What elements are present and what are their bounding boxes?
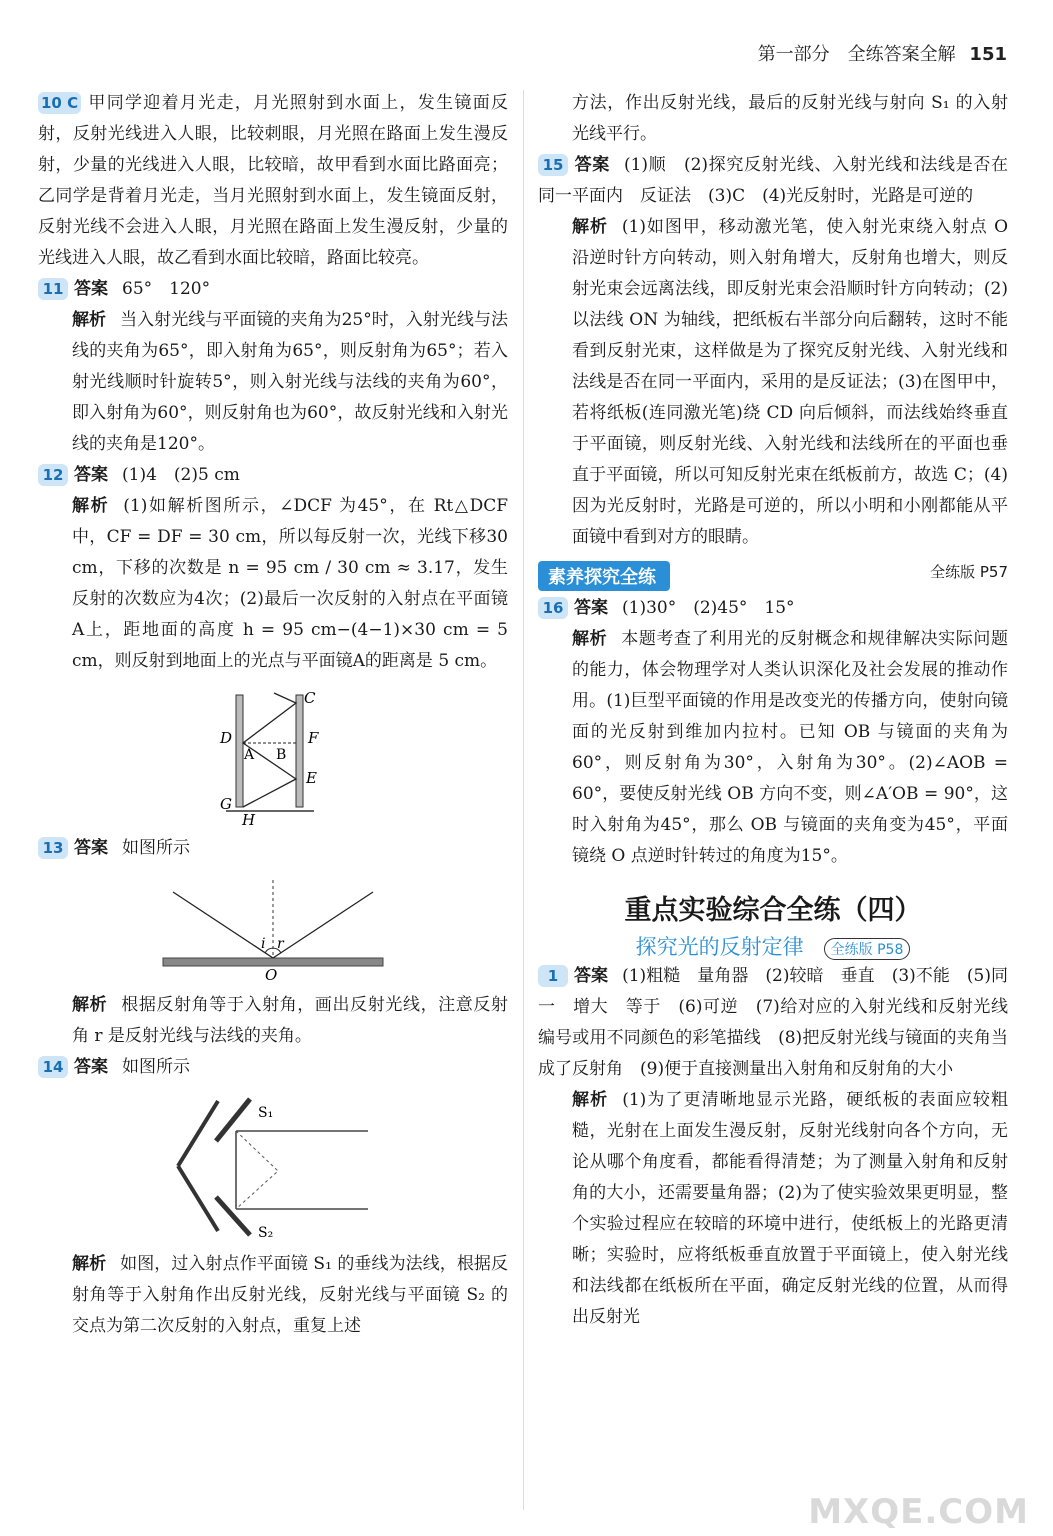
analysis-text: (1)为了更清晰地显示光路，硬纸板的表面应较粗糙，光射在上面发生漫反射，反射光线射向各个方向，无论从哪个角度看，都能看得清楚；为了测量入射角和反射角的大小，还需要量角器；(2)为了使实验效果更明显，整个实验过程应在较暗的环境中进行，使纸板上的光路更清晰；实验时，应将纸板垂直放置于平面镜上，使入射光线和法线都在纸板所在平面，确定反射光线的位置，从而得出反射光 [572, 1090, 1009, 1327]
section-subtitle-row [538, 931, 1008, 961]
page-header [758, 40, 1007, 66]
analysis-formula: 30 cm，下移的次数是 n = 95 cm / 30 cm ≈ 3.17，发生反射的 [72, 527, 508, 609]
analysis-label: 解析 [572, 1090, 609, 1110]
question-12-analysis [38, 491, 508, 677]
section-tag: 素养探究全练 [538, 561, 670, 591]
header-section: 第一部分 全练答案全解 [757, 44, 956, 65]
question-number: 10 C [38, 92, 81, 114]
analysis-text: 根据反射角等于入射角，画出反射光线，注意反射角 r 是反射光线与法线的夹角。 [72, 995, 509, 1046]
label-a: A [244, 747, 255, 763]
label-f: F [308, 729, 319, 747]
label-r: r [277, 936, 284, 952]
answer-label: 答案 [74, 465, 108, 485]
label-s1: S₁ [258, 1105, 274, 1121]
answer-text: 65° 120° [122, 279, 211, 299]
label-b: B [276, 747, 287, 763]
right-column [538, 88, 1008, 1333]
column-divider [523, 90, 524, 1510]
analysis-label: 解析 [72, 995, 108, 1015]
question-15-analysis [538, 212, 1008, 553]
analysis-text: 次数应为4次；(2)最后一次反射的入射点在平面镜A上，距地面的高度 h = 95 cm−(4−1)×30 cm = 5 cm，则反射到地面上的光点与平面镜A的距离是 5 cm。 [72, 589, 509, 671]
section-title: 重点实验综合全练（四） [624, 895, 922, 926]
question-number: 13 [38, 837, 68, 859]
periscope-diagram [158, 1091, 388, 1241]
answer-label: 答案 [74, 279, 108, 299]
answer-text: 如图所示 [122, 838, 190, 858]
question-number: 16 [538, 597, 568, 619]
page-ref: 全练版 P57 [930, 563, 1008, 581]
answer-text: (1)30° (2)45° 15° [622, 598, 795, 618]
question-number: 1 [538, 965, 568, 987]
analysis-label: 解析 [572, 217, 608, 237]
label-o: O [265, 966, 278, 982]
answer-label: 答案 [74, 838, 108, 858]
watermark: MXQE.COM [808, 1492, 1029, 1532]
page-ref: 全练版 P58 [824, 938, 911, 960]
label-h: H [242, 811, 256, 825]
question-1-answer [538, 961, 1008, 1085]
analysis-text: 如图，过入射点作平面镜 S₁ 的垂线为法线，根据反射角等于入射角作出反射光线，反射光线与平面镜 S₂ 的交点为第二次反射的入射点，重复上述 [72, 1254, 508, 1336]
answer-label: 答案 [574, 155, 610, 175]
answer-text: (1)粗糙 量角器 (2)较暗 垂直 (3)不能 (5)同一 增大 等于 (6)可逆 (7)给对应的入射光线和反射光线编号或用不同颜色的彩笔描线 (8)把反射光线与镜面的夹角当成了反射角 (9)便于直接测量出入射角和反射角的大小 [538, 966, 1008, 1079]
question-number: 12 [38, 464, 68, 486]
question-16-analysis [538, 624, 1008, 872]
analysis-text: (1)如解析图所示，∠DCF 为45°，在 Rt△DCF 中，CF = DF = 30 cm，所以每反射一次，光线下移 [72, 496, 509, 547]
answer-text: 如图所示 [122, 1057, 190, 1077]
label-d: D [220, 729, 233, 747]
reflection-diagram [153, 872, 393, 982]
question-12-answer [38, 460, 508, 491]
question-1-analysis [538, 1085, 1008, 1333]
label-c: C [304, 689, 316, 707]
label-g: G [220, 795, 232, 813]
section-subtitle: 探究光的反射定律 [635, 935, 804, 959]
answer-text: (1)4 (2)5 cm [122, 465, 240, 485]
answer-text: 甲同学迎着月光走，月光照射到水面上，发生镜面反射，反射光线进入人眼，比较刺眼，月光照在路面上发生漫反射，少量的光线进入人眼，比较暗，故甲看到水面比路面亮；乙同学是背着月光走，当月光照射到水面上，发生镜面反射，反射光线不会进入人眼，月光照在路面上发生漫反射，少量的光线进入人眼，故乙看到水面比较暗，路面比较亮。 [38, 93, 508, 268]
question-number: 11 [38, 278, 68, 300]
question-11-analysis [38, 305, 508, 460]
analysis-label: 解析 [72, 1254, 107, 1274]
question-13-answer [38, 833, 508, 864]
answer-label: 答案 [574, 966, 609, 986]
answer-label: 答案 [574, 598, 608, 618]
analysis-text: 本题考查了利用光的反射概念和规律解决实际问题的能力，体会物理学对人类认识深化及社会发展的推动作用。(1)巨型平面镜的作用是改变光的传播方向，使射向镜面的光反射到维加内拉村。已知 OB 与镜面的夹角为60°，则反射角为30°，入射角为30°。(2)∠AOB = 60°，要使反射光线 OB 方向不变，则∠A′OB = 90°，这时入射角为45°，那么 OB 与镜面的夹角变为45°，平面镜绕 O 点逆时针转过的角度为15°。 [572, 629, 1009, 866]
analysis-label: 解析 [572, 629, 608, 649]
section-tag-bar [538, 561, 1008, 591]
question-10 [38, 88, 508, 274]
left-column [38, 88, 508, 1342]
question-14-continued: 方法，作出反射光线，最后的反射光线与射向 S₁ 的入射光线平行。 [572, 93, 1008, 144]
label-e: E [306, 769, 317, 787]
answer-text: (1)顺 (2)探究反射光线、入射光线和法线是否在同一平面内 反证法 (3)C (4)光反射时，光路是可逆的 [538, 155, 1008, 206]
answer-label: 答案 [74, 1057, 108, 1077]
question-14-analysis [38, 1249, 508, 1342]
page-number: 151 [969, 44, 1007, 65]
analysis-text: (1)如图甲，移动激光笔，使入射光束绕入射点 O 沿逆时针方向转动，则入射角增大，反射角也增大，则反射光束会远离法线，即反射光束会沿顺时针方向转动；(2)以法线 ON 为轴线，把纸板右半部分向后翻转，这时不能看到反射光束，这样做是为了探究反射光线、入射光线和法线是否在同一平面内，采用的是反证法；(3)在图甲中，若将纸板(连同激光笔)绕 CD 向后倾斜，而法线始终垂直于平面镜，则反射光线、入射光线和法线所在的平面也垂直于平面镜，所以可知反射光束在纸板前方，故选 C；(4)因为光反射时，光路是可逆的，所以小明和小刚都能从平面镜中看到对方的眼睛。 [572, 217, 1009, 547]
question-11-answer [38, 274, 508, 305]
analysis-text: 当入射光线与平面镜的夹角为25°时，入射光线与法线的夹角为65°，即入射角为65°，则反射角为65°；若入射光线顺时针旋转5°，则入射光线与法线的夹角为60°，即入射角为60°，则反射角也为60°，故反射光线和入射光线的夹角是120°。 [72, 310, 508, 454]
question-16-answer [538, 593, 1008, 624]
question-14-answer [38, 1052, 508, 1083]
label-i: i [261, 936, 266, 952]
analysis-label: 解析 [72, 310, 107, 330]
mirror-diagram [218, 685, 328, 825]
label-s2: S₂ [258, 1225, 274, 1241]
analysis-label: 解析 [72, 496, 110, 516]
question-number: 14 [38, 1056, 68, 1078]
question-15-answer [538, 150, 1008, 212]
question-13-analysis [38, 990, 508, 1052]
question-number: 15 [538, 154, 568, 176]
